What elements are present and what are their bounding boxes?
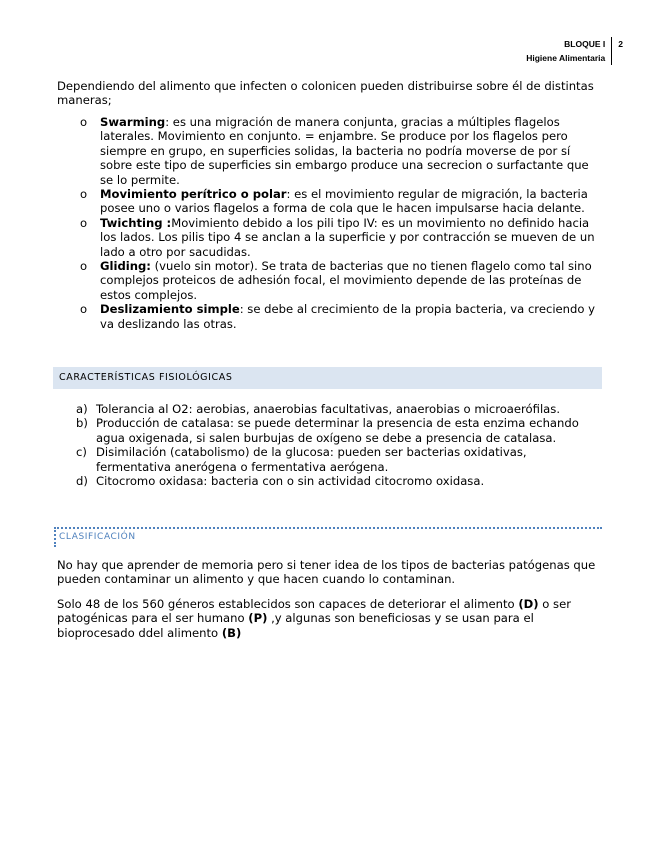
section-heading-physiology: CARACTERÍSTICAS FISIOLÓGICAS: [53, 367, 602, 389]
item-term: Movimiento perítrico o polar: [100, 187, 287, 202]
list-marker: a): [76, 402, 88, 416]
list-item: [80, 115, 600, 187]
item-text: : es una migración de manera conjunta, gracias a múltiples flagelos laterales. Movimiento en conjunto. = enjambre. Se produce por los flagelos pero siempre en grupo, en superficies solidas, la bacteria no podría moverse de por sí sobre este tipo de superficies sin embargo produce una secrecion o surfactante que se lo permite.: [100, 115, 589, 187]
item-term: Twichting :: [100, 215, 172, 230]
list-item: [76, 402, 602, 416]
item-text: (vuelo sin motor). Se trata de bacterias que no tienen flagelo como tal sino complejos proteicos de adhesión focal, el movimiento depende de las proteínas de estos complejos.: [100, 259, 592, 302]
classification-paragraph-1: No hay que aprender de memoria pero si tener idea de los tipos de bacterias patógenas que pueden contaminar un alimento y que hacen cuando lo contaminan.: [57, 558, 596, 587]
header-titles: [526, 37, 612, 65]
header-block: BLOQUE I: [564, 39, 606, 49]
list-marker: c): [76, 445, 87, 460]
list-item: [76, 445, 602, 474]
tag-deteriorate: (D): [518, 597, 539, 611]
tag-pathogenic: (P): [248, 611, 268, 626]
bullet-marker: o: [80, 187, 88, 202]
bullet-marker: o: [80, 215, 88, 230]
bullet-marker: o: [80, 115, 88, 129]
classification-heading-text: CLASIFICACIÓN: [59, 532, 136, 542]
list-marker: d): [76, 474, 88, 489]
list-item: [80, 216, 600, 259]
header-subject: Higiene Alimentaria: [526, 53, 606, 63]
item-text: : se debe al crecimiento de la propia bacteria, va creciendo y va deslizando las otras.: [100, 302, 596, 331]
tag-beneficial: (B): [221, 625, 242, 640]
paragraph-text: Solo 48 de los 560 géneros establecidos son capaces de deteriorar el alimento: [57, 597, 519, 611]
page-header: [526, 37, 623, 65]
intro-paragraph: Dependiendo del alimento que infecten o colonicen pueden distribuirse sobre él de distintas maneras;: [57, 79, 594, 108]
list-item: [76, 474, 602, 488]
item-text: : es el movimiento regular de migración, la bacteria posee uno o varios flagelos a forma de cola que le hacen impulsarse hacia delante.: [100, 187, 588, 216]
item-term: Swarming: [100, 115, 166, 129]
physiology-list: [76, 402, 602, 488]
item-text: Citocromo oxidasa: bacteria con o sin actividad citocromo oxidasa.: [96, 474, 485, 489]
page-number: 2: [618, 39, 623, 49]
section-heading-classification: [54, 527, 602, 547]
item-text: Disimilación (catabolismo) de la glucosa: pueden ser bacterias oxidativas, fermentativa anerógena o fermentativa aerógena.: [96, 445, 527, 474]
item-term: Deslizamiento simple: [100, 302, 240, 317]
item-text: Tolerancia al O2: aerobias, anaerobias facultativas, anaerobias o microaerófilas.: [96, 402, 561, 416]
paragraph-text: o ser patogénicas para el ser humano: [57, 597, 571, 626]
list-item: [80, 259, 600, 302]
list-item: [80, 302, 600, 331]
classification-paragraph-2: [57, 597, 602, 640]
list-marker: b): [76, 416, 88, 431]
bullet-marker: o: [80, 259, 88, 274]
list-item: [76, 416, 602, 445]
item-text: Movimiento debido a los pili tipo IV: es un movimiento no definido hacia los lados. Los pilis tipo 4 se anclan a la superficie y por contracción se mueven de un lado a otro por sacudidas.: [100, 215, 595, 259]
bullet-marker: o: [80, 302, 88, 317]
movement-list: [80, 115, 600, 331]
paragraph-text: ,y algunas son beneficiosas y se usan para el bioprocesado ddel alimento: [57, 611, 534, 640]
item-term: Gliding:: [100, 259, 151, 274]
list-item: [80, 187, 600, 216]
item-text: Producción de catalasa: se puede determinar la presencia de esta enzima echando agua oxigenada, si salen burbujas de oxígeno se debe a presencia de catalasa.: [96, 416, 579, 445]
